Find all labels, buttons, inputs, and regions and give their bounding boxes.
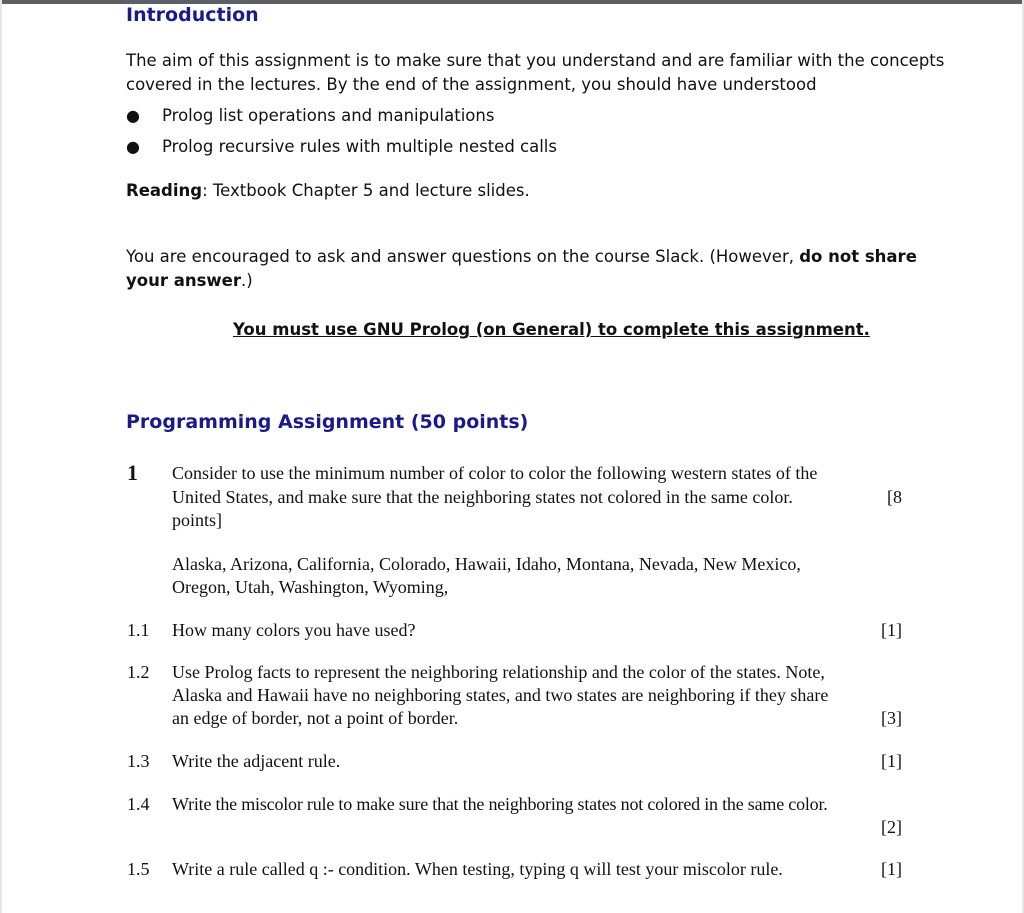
subq-1-5-points: [1]	[881, 859, 902, 879]
bullet-item-2: Prolog recursive rules with multiple nested calls	[162, 137, 557, 156]
encourage-text: You are encouraged to ask and answer questions on the course Slack. (However,	[126, 247, 800, 266]
q1-line-2: United States, and make sure that the neighboring states not colored in the same color.	[172, 487, 793, 507]
bullet-item-1: Prolog list operations and manipulations	[162, 106, 495, 125]
encourage-bold-2: your answer	[126, 271, 241, 290]
subq-1-2-line-2: Alaska and Hawaii have no neighboring states, and two states are neighboring if they share	[172, 685, 829, 705]
subq-1-4-number: 1.4	[127, 794, 150, 814]
intro-paragraph-line-1: The aim of this assignment is to make sure that you understand and are familiar with the concepts	[126, 51, 945, 70]
reading-text: : Textbook Chapter 5 and lecture slides.	[202, 181, 530, 200]
subq-1-2-line-3: an edge of border, not a point of border.	[172, 708, 459, 728]
bullet-dot: ●	[126, 137, 140, 156]
subq-1-2-points: [3]	[881, 708, 902, 728]
subq-1-1-text: How many colors you have used?	[172, 620, 416, 640]
subq-1-1-points: [1]	[881, 620, 902, 640]
q1-line-1: Consider to use the minimum number of color to color the following western states of the	[172, 463, 818, 483]
subq-1-3-points: [1]	[881, 751, 902, 771]
encourage-line-2	[126, 271, 253, 290]
encourage-bold: do not share	[799, 247, 917, 266]
subq-1-5-text: Write a rule called q :- condition. When testing, typing q will test your miscolor rule.	[172, 859, 783, 879]
subq-1-3-text: Write the adjacent rule.	[172, 751, 341, 771]
subq-1-4-points: [2]	[881, 817, 902, 837]
question-number: 1	[127, 460, 138, 485]
subq-1-2-number: 1.2	[127, 662, 150, 682]
subq-1-1-number: 1.1	[127, 620, 150, 640]
subq-1-5-number: 1.5	[127, 859, 150, 879]
encourage-line-1	[126, 247, 917, 266]
bullet-dot: ●	[126, 106, 140, 125]
intro-paragraph-line-2: covered in the lectures. By the end of the assignment, you should have understood	[126, 75, 817, 94]
encourage-text-2: .)	[241, 271, 253, 290]
subq-1-3-number: 1.3	[127, 751, 150, 771]
q1-line-3: points]	[172, 510, 223, 530]
must-use-notice: You must use GNU Prolog (on General) to complete this assignment.	[233, 320, 870, 339]
intro-heading: Introduction	[126, 4, 259, 26]
reading-label: Reading	[126, 181, 203, 200]
states-line-2: Oregon, Utah, Washington, Wyoming,	[172, 577, 449, 597]
subq-1-4-text: Write the miscolor rule to make sure that the neighboring states not colored in the same color.	[172, 794, 828, 814]
reading-line	[126, 181, 530, 200]
states-line-1: Alaska, Arizona, California, Colorado, Hawaii, Idaho, Montana, Nevada, New Mexico,	[172, 554, 801, 574]
subq-1-2-line-1: Use Prolog facts to represent the neighboring relationship and the color of the states. Note,	[172, 662, 825, 682]
q1-points-open: [8	[887, 487, 902, 507]
assignment-heading: Programming Assignment (50 points)	[126, 411, 529, 433]
